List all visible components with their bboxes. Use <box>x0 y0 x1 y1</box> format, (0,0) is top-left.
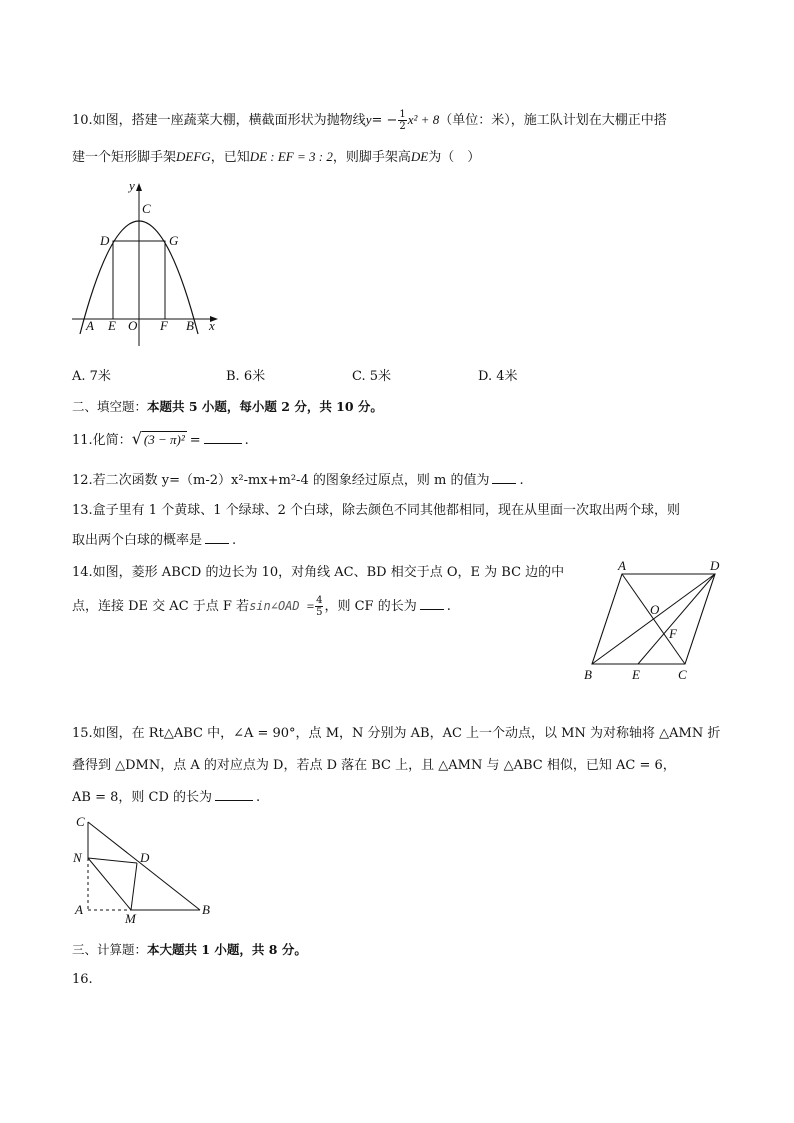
segment-cb <box>88 822 200 910</box>
label-a: A <box>618 558 626 573</box>
segment-nm <box>88 858 131 910</box>
q10-formula-y: y <box>365 112 372 127</box>
q11 <box>72 429 249 448</box>
q11-answer-blank[interactable] <box>204 433 242 444</box>
q15-answer-blank[interactable] <box>215 790 253 801</box>
section-2-desc: 本题共 5 小题，每小题 2 分，共 10 分。 <box>147 399 383 414</box>
q14-end: . <box>446 599 451 614</box>
q15-line2: 叠得到 △DMN，点 A 的对应点为 D，若点 D 落在 BC 上，且 △AMN 与 △ABC 相似，已知 AC = 6， <box>72 758 676 773</box>
q12 <box>72 469 524 488</box>
label-c: C <box>678 667 687 682</box>
q10-de: DE <box>410 149 429 164</box>
label-c: C <box>76 814 85 829</box>
section-3-heading <box>72 940 307 958</box>
q10-text-d: ，已知 <box>210 150 250 165</box>
q15-line3 <box>72 786 260 805</box>
q15-line1: 15.如图，在 Rt△ABC 中，∠A = 90°，点 M，N 分别为 AB，AC 上一个动点，以 MN 为对称轴将 △AMN 折 <box>72 726 721 741</box>
label-a: A <box>75 902 83 917</box>
segment-nd <box>88 858 137 863</box>
q10-text-b: （单位：米），施工队计划在大棚正中搭 <box>439 113 667 128</box>
label-f: F <box>669 626 677 641</box>
q15-text: AB = 8，则 CD 的长为 <box>72 790 213 805</box>
q14-sin: sin∠OAD = <box>249 599 315 613</box>
q13-text: 取出两个白球的概率是 <box>72 533 203 548</box>
q11-text: 11.化简： <box>72 433 132 448</box>
q13-line1: 13.盒子里有 1 个黄球、1 个绿球、2 个白球，除去颜色不同其他都相同，现在从里面一次取出两个球，则 <box>72 503 681 518</box>
q14-frac-num: 4 <box>316 595 323 606</box>
label-x: x <box>209 318 215 333</box>
q10-fraction <box>398 109 406 132</box>
label-f: F <box>160 318 168 333</box>
q10-line1 <box>72 109 667 132</box>
label-e: E <box>632 667 640 682</box>
q10-parabola-figure <box>68 178 228 350</box>
q14-fraction <box>315 595 323 618</box>
label-m: M <box>125 911 136 924</box>
section-2-heading <box>72 397 383 415</box>
q14-text-a: 点，连接 DE 交 AC 于点 F 若 <box>72 599 250 614</box>
label-d: D <box>100 233 110 248</box>
q14-rhombus-figure <box>580 558 730 688</box>
q10-ratio: DE : EF = 3 : 2 <box>249 149 333 164</box>
q14-line1: 14.如图，菱形 ABCD 的边长为 10，对角线 AC、BD 相交于点 O，E 为 BC 边的中 <box>72 565 565 580</box>
q14-text-b: ，则 CF 的长为 <box>324 599 417 614</box>
label-o: O <box>650 602 660 617</box>
q10-text-e: ，则脚手架高 <box>332 150 411 165</box>
q12-text: 12.若二次函数 y=（m-2）x²-mx+m²-4 的图象经过原点，则 m 的值为 <box>72 473 490 488</box>
label-d: D <box>140 850 150 865</box>
q14-frac-den: 5 <box>316 607 323 618</box>
q10-text-c: 建一个矩形脚手架 <box>72 150 177 165</box>
label-b: B <box>202 902 210 917</box>
q10-frac-den: 2 <box>399 121 406 132</box>
q10-formula-rest: x² + 8 <box>407 112 440 127</box>
sqrt-sign: √ <box>131 429 142 448</box>
diagonal-bd <box>592 574 715 664</box>
q11-equals: = <box>189 433 201 448</box>
label-g: G <box>169 233 179 248</box>
q13-answer-blank[interactable] <box>205 533 229 544</box>
q11-end: . <box>244 433 249 448</box>
q13-end: . <box>232 533 237 548</box>
q12-end: . <box>519 473 524 488</box>
option-a[interactable]: A. 7米 <box>72 369 111 384</box>
q16-number: 16. <box>72 972 93 987</box>
label-o: O <box>128 318 138 333</box>
q10-text-f: 为（ ） <box>428 150 481 165</box>
segment-dm <box>131 863 137 910</box>
label-b: B <box>584 667 592 682</box>
q12-answer-blank[interactable] <box>492 473 516 484</box>
q15-end: . <box>256 790 261 805</box>
label-n: N <box>73 850 82 865</box>
option-b[interactable]: B. 6米 <box>226 369 266 384</box>
q10-line2 <box>72 146 480 165</box>
option-c[interactable]: C. 5米 <box>352 369 392 384</box>
q14-answer-blank[interactable] <box>420 599 444 610</box>
section-3-desc: 本大题共 1 小题，共 8 分。 <box>147 942 307 957</box>
q10-formula-eq: = − <box>371 113 398 128</box>
label-a: A <box>86 318 94 333</box>
label-b: B <box>186 318 194 333</box>
section-3-title: 三、计算题： <box>72 942 148 957</box>
q10-text-a: 10.如图，搭建一座蔬菜大棚，横截面形状为抛物线 <box>72 113 366 128</box>
q14-line2 <box>72 595 451 618</box>
label-y: y <box>129 178 135 193</box>
label-c: C <box>142 201 151 216</box>
label-e: E <box>108 318 116 333</box>
q10-defg: DEFG <box>176 149 211 164</box>
segment-de <box>638 574 715 664</box>
y-axis-arrow <box>136 183 142 191</box>
option-d[interactable]: D. 4米 <box>478 369 518 384</box>
section-2-title: 二、填空题： <box>72 399 148 414</box>
label-d: D <box>710 558 720 573</box>
q13-line2 <box>72 529 236 548</box>
q15-triangle-figure <box>70 812 220 924</box>
q10-frac-num: 1 <box>399 109 406 120</box>
q11-radicand: (3 − π)² <box>143 432 185 447</box>
